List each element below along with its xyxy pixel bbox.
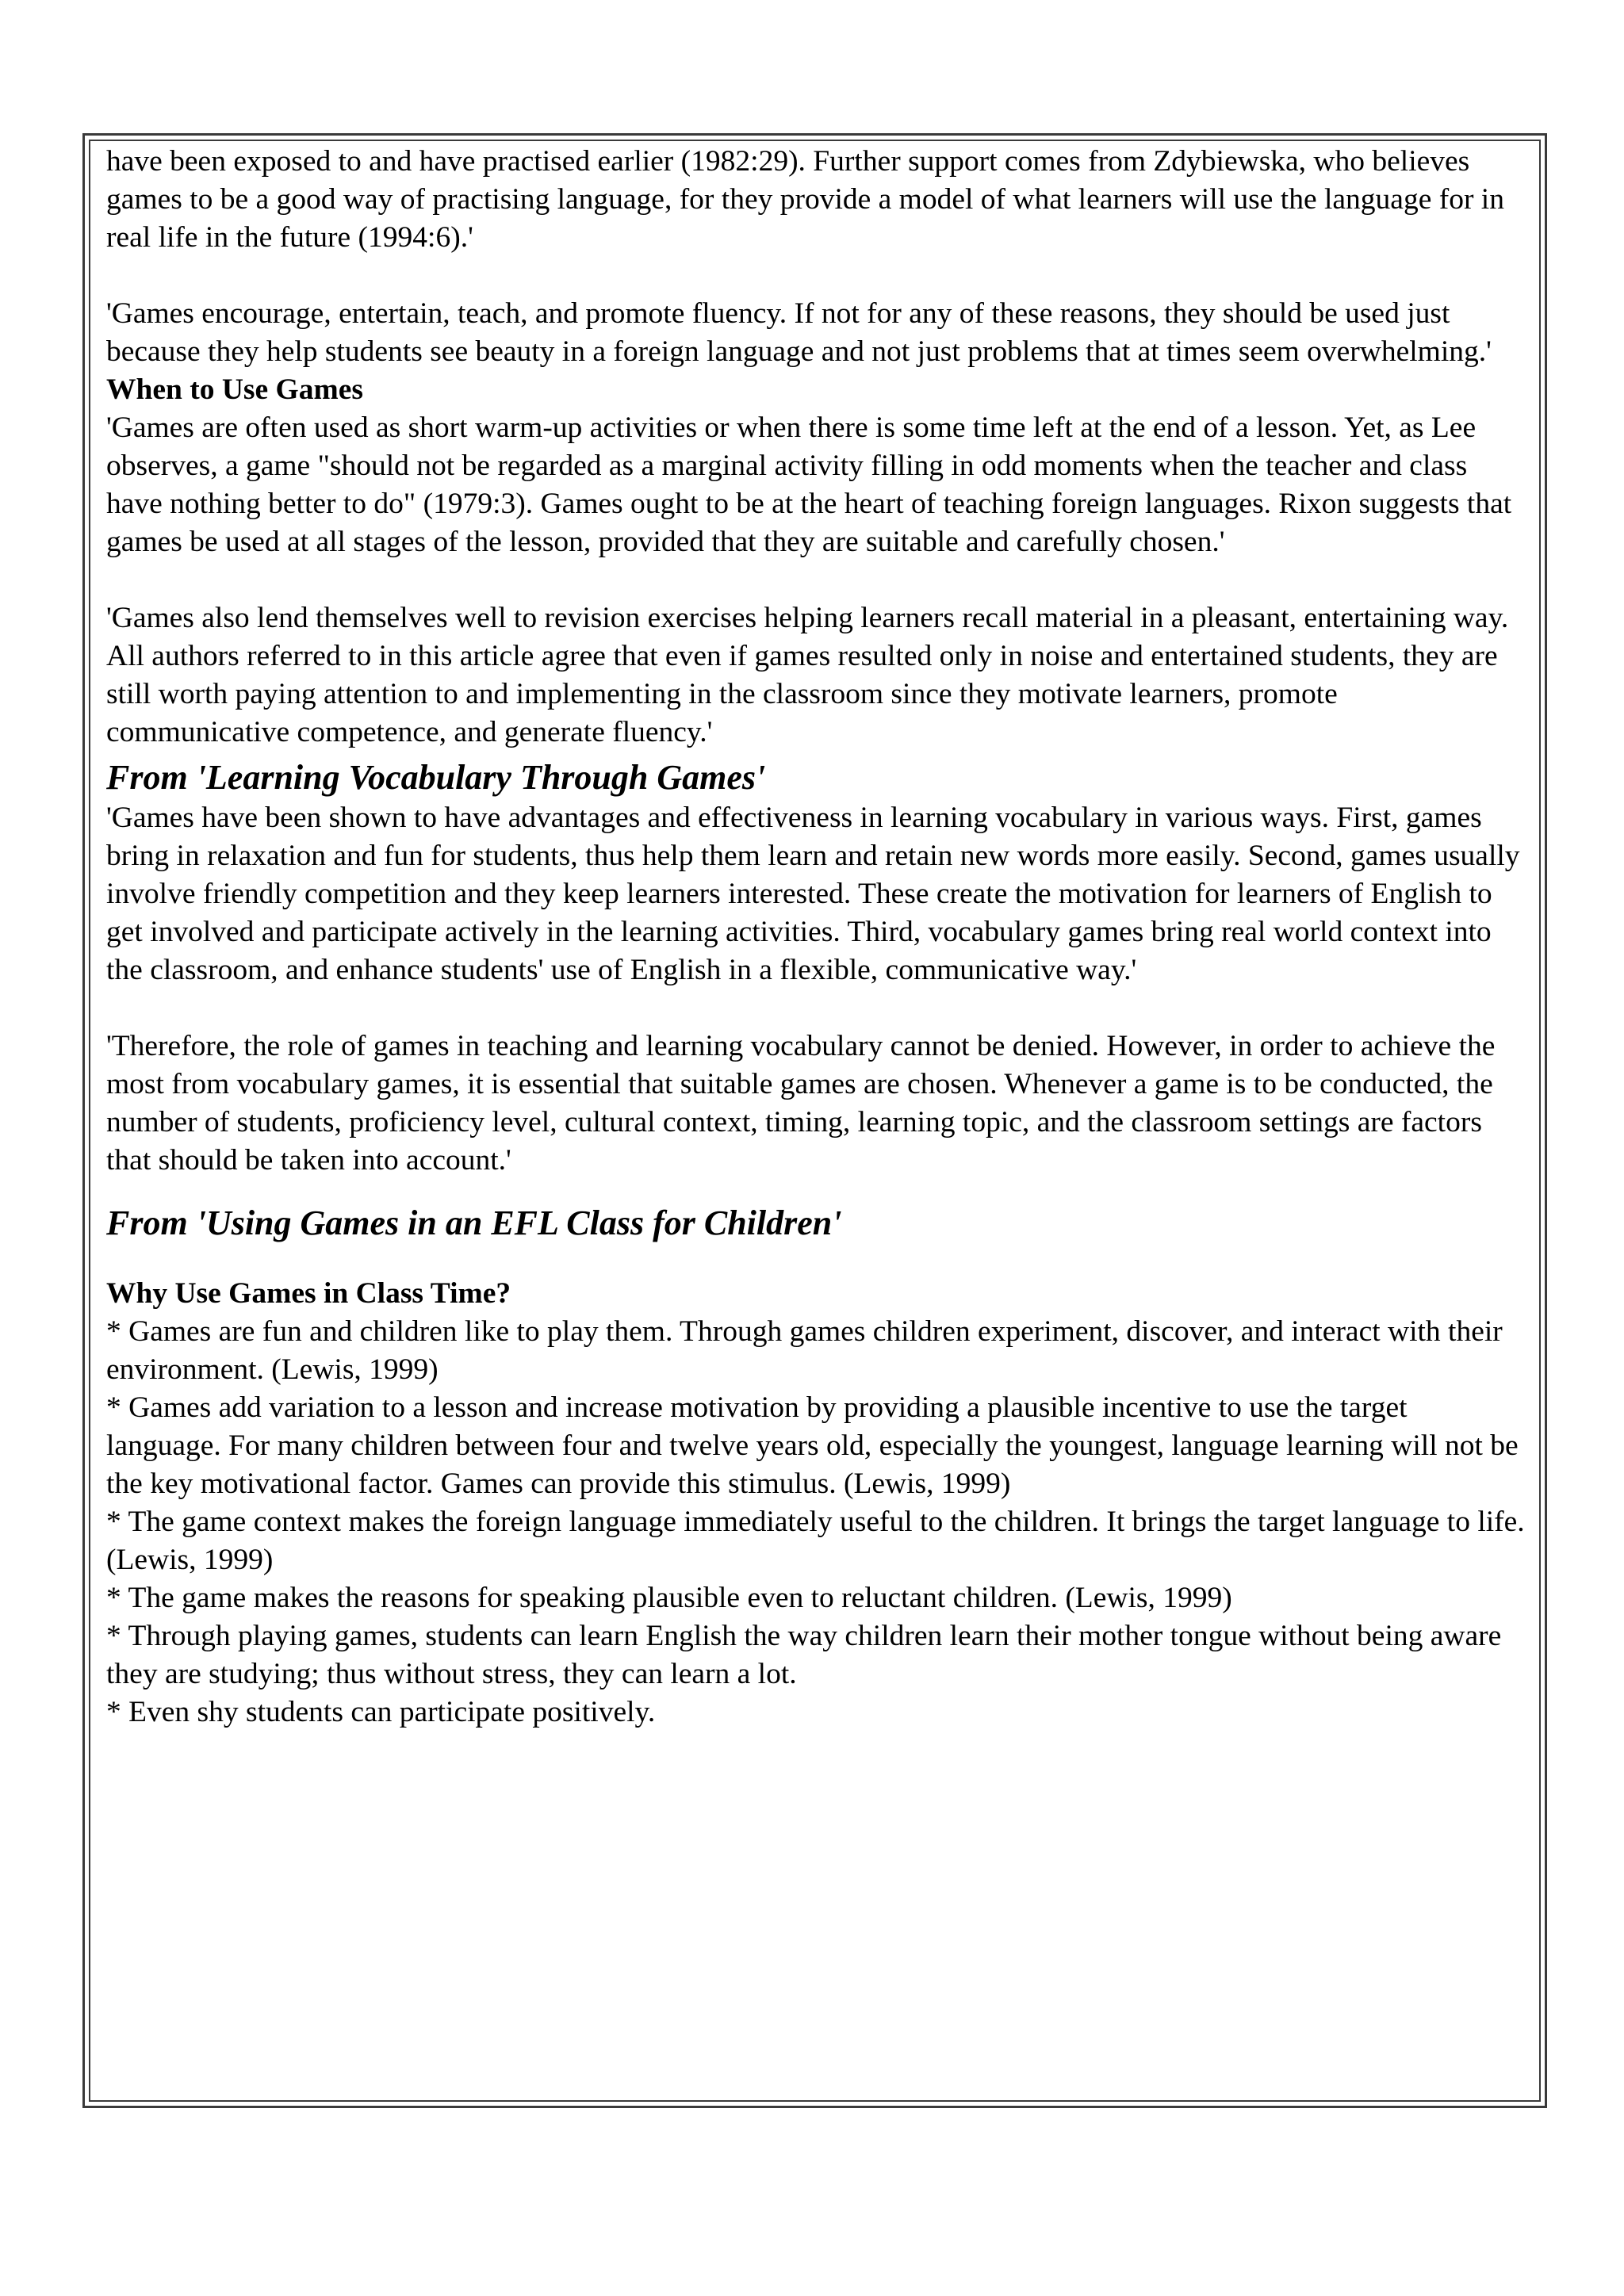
bullet-item: * Through playing games, students can learn English the way children learn their mother tongue without being aware they are studying; thus without stress, they can learn a lot. xyxy=(106,1620,1502,1690)
bullet-item: * Games are fun and children like to play them. Through games children experiment, discover, and interact with their environment. (Lewis, 1999) xyxy=(106,1315,1503,1386)
page-border-inner xyxy=(89,140,1541,2102)
paragraph-games-encourage: 'Games encourage, entertain, teach, and promote fluency. If not for any of these reasons, they should be used just because they help students see beauty in a foreign language and not just problems that at times seem overwhelming.' xyxy=(106,297,1492,368)
paragraph-vocabulary-role: 'Therefore, the role of games in teaching and learning vocabulary cannot be denied. However, in order to achieve the most from vocabulary games, it is essential that suitable games are chosen. Whenever a game is to be conducted, the number of students, proficiency level, cultural context, timing, learning topic, and the classroom settings are factors that should be taken into account.' xyxy=(106,1030,1496,1177)
page-border-outer xyxy=(82,133,1547,2108)
paragraph-vocabulary-advantages: 'Games have been shown to have advantages and effectiveness in learning vocabulary in various ways. First, games bring in relaxation and fun for students, thus help them learn and retain new words more easily. Second, games usually involve friendly competition and they keep learners interested. These create the motivation for learners of English to get involved and participate actively in the learning activities. Third, vocabulary games bring real world context into the classroom, and enhance students' use of English in a flexible, communicative way.' xyxy=(106,802,1520,986)
paragraph-revision: 'Games also lend themselves well to revision exercises helping learners recall material in a pleasant, entertaining way. All authors referred to in this article agree that even if games resulted only in noise and entertained students, they are still worth paying attention to and implementing in the classroom since they motivate learners, promote communicative competence, and generate fluency.' xyxy=(106,602,1509,748)
bullet-item: * The game makes the reasons for speaking plausible even to reluctant children. (Lewis, 1999) xyxy=(106,1582,1232,1614)
document-body xyxy=(106,143,1525,1732)
section-heading-efl-class: From 'Using Games in an EFL Class for Children' xyxy=(106,1203,842,1242)
heading-why-use-games: Why Use Games in Class Time? xyxy=(106,1277,511,1310)
bullet-item: * Even shy students can participate positively. xyxy=(106,1696,656,1728)
section-heading-learning-vocabulary: From 'Learning Vocabulary Through Games' xyxy=(106,758,766,797)
paragraph-when-to-use: 'Games are often used as short warm-up activities or when there is some time left at the end of a lesson. Yet, as Lee observes, a game "should not be regarded as a marginal activity filling in odd moments when the teacher and class have nothing better to do" (1979:3). Games ought to be at the heart of teaching foreign languages. Rixon suggests that games be used at all stages of the lesson, provided that they are suitable and carefully chosen.' xyxy=(106,411,1512,558)
bullet-item: * Games add variation to a lesson and increase motivation by providing a plausible incentive to use the target language. For many children between four and twelve years old, especially the youngest, language learning will not be the key motivational factor. Games can provide this stimulus. (Lewis, 1999) xyxy=(106,1391,1519,1500)
bullet-item: * The game context makes the foreign language immediately useful to the children. It brings the target language to life. (Lewis, 1999) xyxy=(106,1506,1525,1576)
continued-paragraph: have been exposed to and have practised earlier (1982:29). Further support comes from Zdybiewska, who believes games to be a good way of practising language, for they provide a model of what learners will use the language for in real life in the future (1994:6).' xyxy=(106,145,1504,254)
heading-when-to-use-games: When to Use Games xyxy=(106,373,363,406)
